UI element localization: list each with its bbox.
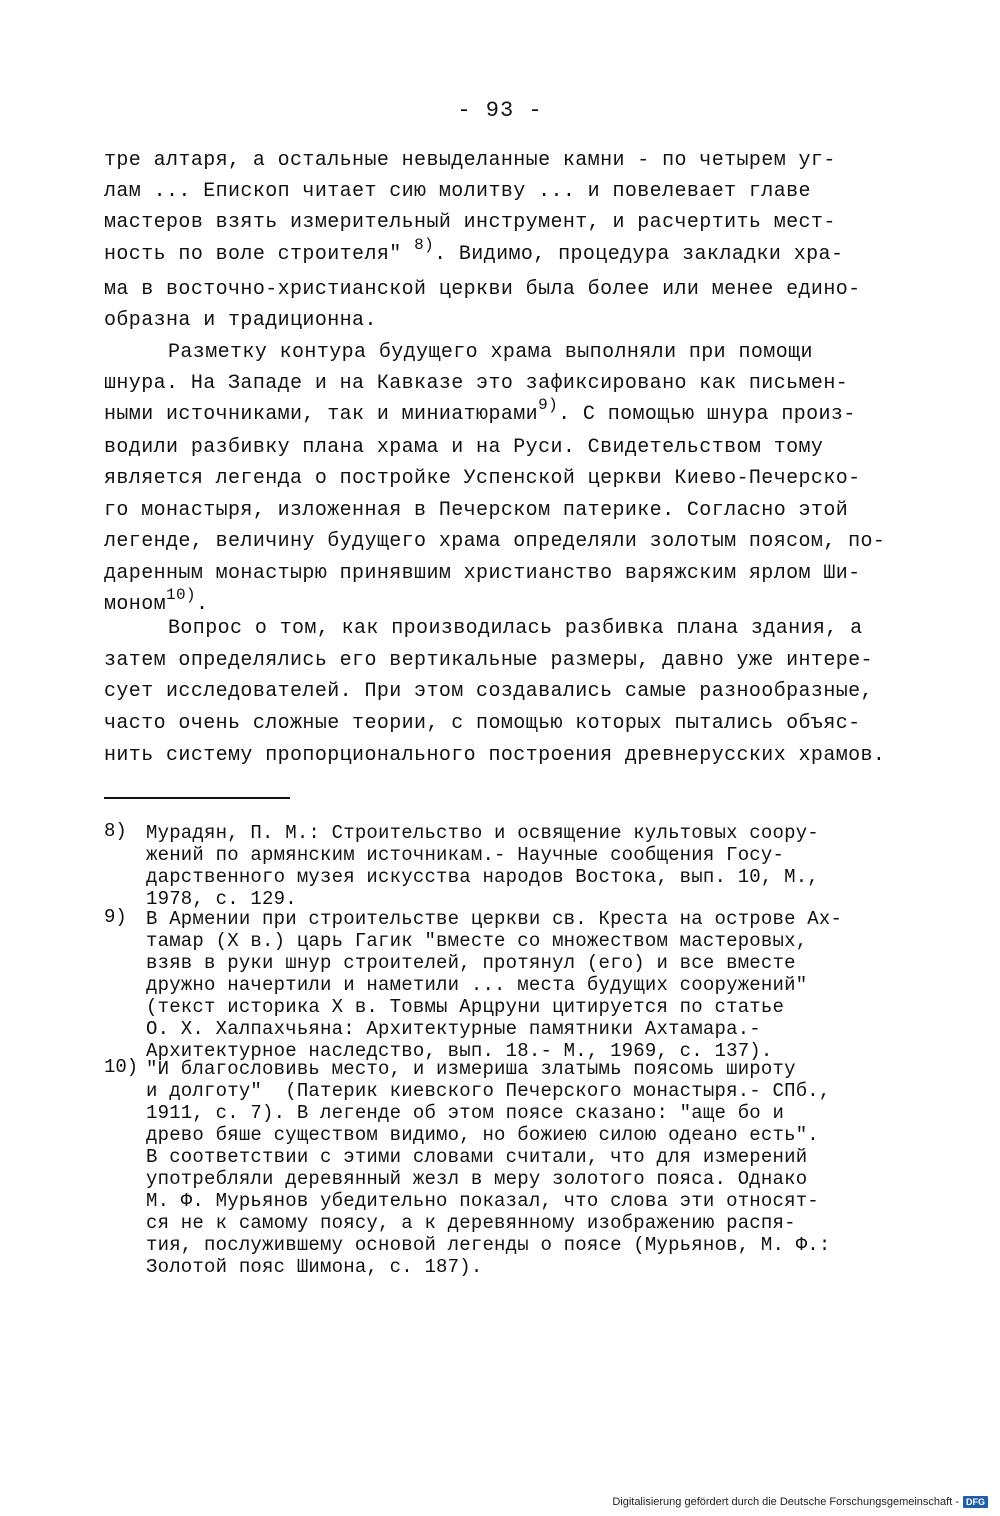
footnote-line: Архитектурное наследство, вып. 18.- М., 1969, с. 137). <box>146 1040 773 1062</box>
body-text: моном <box>104 593 167 616</box>
body-line <box>104 236 844 269</box>
body-line: даренным монастырю принявшим христианство варяжским ярлом Ши- <box>104 562 861 585</box>
body-text: . Видимо, процедура закладки хра- <box>434 243 844 266</box>
body-line: ма в восточно-христианской церкви была более или менее едино- <box>104 278 861 301</box>
footnote-line: ся не к самому поясу, а к деревянному изображению распя- <box>146 1212 796 1234</box>
body-text: ность по воле строителя" <box>104 243 402 266</box>
footnote-line: дружно начертили и наметили ... места будущих сооружений" <box>146 974 808 996</box>
dfg-logo: DFG <box>963 1496 988 1508</box>
body-line: является легенда о постройке Успенской церкви Киево-Печерско- <box>104 467 861 490</box>
body-line: легенде, величину будущего храма определяли золотым поясом, по- <box>104 530 886 553</box>
body-line: мастеров взять измерительный инструмент, и расчертить мест- <box>104 211 836 234</box>
footnote-line: и долготу" (Патерик киевского Печерского монастыря.- СПб., <box>146 1080 831 1102</box>
footnote-line: Золотой пояс Шимона, с. 187). <box>146 1256 483 1278</box>
footnote-line: дарственного музея искусства народов Востока, вып. 10, М., <box>146 866 819 888</box>
body-line <box>104 396 856 429</box>
body-line: часто очень сложные теории, с помощью которых пытались объяс- <box>104 712 861 735</box>
body-line: Вопрос о том, как производилась разбивка плана здания, а <box>168 617 863 640</box>
footnote-ref: 9) <box>538 396 559 414</box>
digitization-credit <box>612 1496 988 1508</box>
footnote-line: древо бяше существом видимо, но божиею силою одеано есть". <box>146 1124 819 1146</box>
body-line: водили разбивку плана храма и на Руси. Свидетельством тому <box>104 436 824 459</box>
footnote-number: 10) <box>104 1056 139 1078</box>
footnote-ref: 10) <box>166 586 197 604</box>
footnote-line: употребляли деревянный жезл в меру золотого пояса. Однако <box>146 1168 808 1190</box>
body-line: нить систему пропорционального построения древнерусских храмов. <box>104 744 886 767</box>
footnote-line: (текст историка X в. Товмы Арцруни цитируется по статье <box>146 996 785 1018</box>
footnote-line: взяв в руки шнур строителей, протянул (его) и все вместе <box>146 952 796 974</box>
body-line: сует исследователей. При этом создавались самые разнообразные, <box>104 680 873 703</box>
footnote-line: В соответствии с этими словами считали, что для измерений <box>146 1146 808 1168</box>
body-line: образна и традиционна. <box>104 309 377 332</box>
footnote-line: 1978, с. 129. <box>146 888 297 910</box>
body-line: Разметку контура будущего храма выполняли при помощи <box>168 341 813 364</box>
footnote-line: тия, послужившему основой легенды о поясе (Мурьянов, М. Ф.: <box>146 1234 831 1256</box>
footnote-line: М. Ф. Мурьянов убедительно показал, что слова эти относят- <box>146 1190 819 1212</box>
footnote-line: В Армении при строительстве церкви св. Креста на острове Ах- <box>146 908 843 930</box>
footnote-line: О. Х. Халпахчьяна: Архитектурные памятники Ахтамара.- <box>146 1018 761 1040</box>
body-text: . <box>196 593 209 616</box>
body-line: тре алтаря, а остальные невыделанные камни - по четырем уг- <box>104 149 836 172</box>
footnote-number: 8) <box>104 820 127 842</box>
footnote-line: "И благословивь место, и измериша златымь поясомь широту <box>146 1058 796 1080</box>
footnote-line: 1911, с. 7). В легенде об этом поясе сказано: "аще бо и <box>146 1102 785 1124</box>
body-line: шнура. На Западе и на Кавказе это зафиксировано как письмен- <box>104 372 849 395</box>
body-line: затем определялись его вертикальные размеры, давно уже интере- <box>104 649 873 672</box>
footnote-line: жений по армянским источникам.- Научные сообщения Госу- <box>146 844 785 866</box>
footnote-separator <box>104 797 290 799</box>
body-line: го монастыря, изложенная в Печерском патерике. Согласно этой <box>104 499 849 522</box>
page-number: - 93 - <box>457 98 543 123</box>
body-line: лам ... Епископ читает сию молитву ... и повелевает главе <box>104 180 811 203</box>
credit-text: Digitalisierung gefördert durch die Deutsche Forschungsgemeinschaft - <box>612 1496 959 1508</box>
body-text: ными источниками, так и миниатюрами <box>104 403 539 426</box>
footnote-line: Мурадян, П. М.: Строительство и освящение культовых соору- <box>146 822 819 844</box>
footnote-number: 9) <box>104 906 127 928</box>
footnote-line: тамар (X в.) царь Гагик "вместе со множеством мастеровых, <box>146 930 808 952</box>
body-text: . С помощью шнура произ- <box>558 403 856 426</box>
footnote-ref: 8) <box>414 236 435 254</box>
